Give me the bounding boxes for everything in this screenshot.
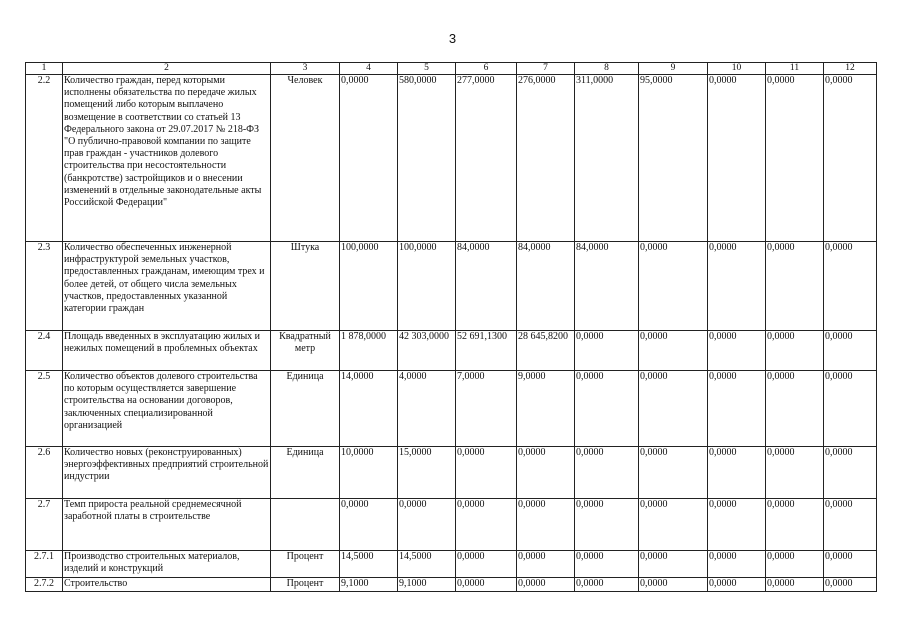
value-cell: 10,0000 <box>340 447 398 499</box>
value-cell: 0,0000 <box>766 75 824 242</box>
value-cell: 0,0000 <box>517 578 575 592</box>
column-header: 5 <box>398 63 456 75</box>
value-cell: 0,0000 <box>575 447 639 499</box>
table-row <box>26 331 877 371</box>
indicators-table <box>25 62 877 592</box>
row-number: 2.4 <box>26 331 63 371</box>
row-number: 2.7 <box>26 499 63 551</box>
value-cell: 100,0000 <box>398 242 456 331</box>
value-cell: 0,0000 <box>766 447 824 499</box>
value-cell: 0,0000 <box>639 551 708 578</box>
value-cell: 14,5000 <box>398 551 456 578</box>
value-cell: 28 645,8200 <box>517 331 575 371</box>
unit-of-measure: Квадратный метр <box>271 331 340 371</box>
value-cell: 84,0000 <box>575 242 639 331</box>
value-cell: 0,0000 <box>340 499 398 551</box>
column-header: 4 <box>340 63 398 75</box>
column-header: 7 <box>517 63 575 75</box>
table-row <box>26 499 877 551</box>
column-header: 2 <box>63 63 271 75</box>
value-cell: 0,0000 <box>575 371 639 447</box>
value-cell: 84,0000 <box>456 242 517 331</box>
value-cell: 14,5000 <box>340 551 398 578</box>
value-cell: 9,0000 <box>517 371 575 447</box>
unit-of-measure: Процент <box>271 551 340 578</box>
column-header: 11 <box>766 63 824 75</box>
value-cell: 7,0000 <box>456 371 517 447</box>
value-cell: 0,0000 <box>456 551 517 578</box>
value-cell: 0,0000 <box>639 578 708 592</box>
value-cell: 0,0000 <box>708 499 766 551</box>
value-cell: 0,0000 <box>824 242 877 331</box>
value-cell: 0,0000 <box>824 331 877 371</box>
value-cell: 15,0000 <box>398 447 456 499</box>
value-cell: 276,0000 <box>517 75 575 242</box>
value-cell: 100,0000 <box>340 242 398 331</box>
value-cell: 580,0000 <box>398 75 456 242</box>
indicator-name: Количество граждан, перед которыми исполнены обязательства по передаче жилых помещений либо которым выплачено возмещение в соответствии со статьей 13 Федерального закона от 29.07.2017 № 218-ФЗ "О публично-правовой компании по защите прав граждан - участников долевого строительства при несостоятельности (банкротстве) застройщиков и о внесении изменений в отдельные законодательные акты Российской Федерации" <box>63 75 271 242</box>
column-header: 8 <box>575 63 639 75</box>
value-cell: 0,0000 <box>639 499 708 551</box>
value-cell: 0,0000 <box>340 75 398 242</box>
value-cell: 0,0000 <box>824 447 877 499</box>
table-row <box>26 447 877 499</box>
value-cell: 0,0000 <box>708 242 766 331</box>
unit-of-measure: Единица <box>271 447 340 499</box>
value-cell: 0,0000 <box>456 499 517 551</box>
table-row <box>26 578 877 592</box>
value-cell: 0,0000 <box>766 499 824 551</box>
value-cell: 0,0000 <box>766 551 824 578</box>
value-cell: 0,0000 <box>824 75 877 242</box>
value-cell: 0,0000 <box>639 371 708 447</box>
value-cell: 0,0000 <box>708 447 766 499</box>
row-number: 2.7.2 <box>26 578 63 592</box>
value-cell: 0,0000 <box>766 331 824 371</box>
value-cell: 0,0000 <box>575 551 639 578</box>
value-cell: 0,0000 <box>766 371 824 447</box>
value-cell: 0,0000 <box>456 447 517 499</box>
value-cell: 0,0000 <box>824 371 877 447</box>
value-cell: 0,0000 <box>708 551 766 578</box>
row-number: 2.5 <box>26 371 63 447</box>
indicator-name: Производство строительных материалов, изделий и конструкций <box>63 551 271 578</box>
value-cell: 9,1000 <box>398 578 456 592</box>
row-number: 2.6 <box>26 447 63 499</box>
value-cell: 0,0000 <box>517 499 575 551</box>
table-row <box>26 371 877 447</box>
value-cell: 52 691,1300 <box>456 331 517 371</box>
table-header-row <box>26 63 877 75</box>
value-cell: 0,0000 <box>766 578 824 592</box>
column-header: 10 <box>708 63 766 75</box>
unit-of-measure: Единица <box>271 371 340 447</box>
value-cell: 42 303,0000 <box>398 331 456 371</box>
indicator-name: Количество объектов долевого строительства по которым осуществляется завершение строительства на основании договоров, заключенных специализированной организацией <box>63 371 271 447</box>
value-cell: 277,0000 <box>456 75 517 242</box>
indicator-name: Темп прироста реальной среднемесячной заработной платы в строительстве <box>63 499 271 551</box>
value-cell: 1 878,0000 <box>340 331 398 371</box>
value-cell: 0,0000 <box>398 499 456 551</box>
indicator-name: Площадь введенных в эксплуатацию жилых и нежилых помещений в проблемных объектах <box>63 331 271 371</box>
value-cell: 0,0000 <box>708 331 766 371</box>
value-cell: 0,0000 <box>639 447 708 499</box>
row-number: 2.3 <box>26 242 63 331</box>
value-cell: 9,1000 <box>340 578 398 592</box>
column-header: 12 <box>824 63 877 75</box>
column-header: 9 <box>639 63 708 75</box>
value-cell: 0,0000 <box>824 499 877 551</box>
value-cell: 0,0000 <box>708 75 766 242</box>
row-number: 2.7.1 <box>26 551 63 578</box>
value-cell: 0,0000 <box>517 551 575 578</box>
value-cell: 0,0000 <box>639 242 708 331</box>
value-cell: 0,0000 <box>575 331 639 371</box>
value-cell: 0,0000 <box>824 578 877 592</box>
table-row <box>26 242 877 331</box>
table-row <box>26 551 877 578</box>
value-cell: 95,0000 <box>639 75 708 242</box>
value-cell: 14,0000 <box>340 371 398 447</box>
indicator-name: Количество обеспеченных инженерной инфраструктурой земельных участков, предоставленных гражданам, имеющим трех и более детей, от общего числа земельных участков, предоставленных указанной категории граждан <box>63 242 271 331</box>
value-cell: 4,0000 <box>398 371 456 447</box>
row-number: 2.2 <box>26 75 63 242</box>
value-cell: 0,0000 <box>708 371 766 447</box>
column-header: 1 <box>26 63 63 75</box>
indicator-name: Строительство <box>63 578 271 592</box>
value-cell: 0,0000 <box>824 551 877 578</box>
indicator-name: Количество новых (реконструированных) энергоэффективных предприятий строительной индустрии <box>63 447 271 499</box>
value-cell: 0,0000 <box>766 242 824 331</box>
table-row <box>26 75 877 242</box>
value-cell: 0,0000 <box>708 578 766 592</box>
page-number: 3 <box>448 31 457 46</box>
column-header: 6 <box>456 63 517 75</box>
value-cell: 0,0000 <box>639 331 708 371</box>
unit-of-measure: Процент <box>271 578 340 592</box>
value-cell: 0,0000 <box>575 578 639 592</box>
value-cell: 0,0000 <box>456 578 517 592</box>
unit-of-measure <box>271 499 340 551</box>
unit-of-measure: Штука <box>271 242 340 331</box>
unit-of-measure: Человек <box>271 75 340 242</box>
value-cell: 0,0000 <box>517 447 575 499</box>
value-cell: 84,0000 <box>517 242 575 331</box>
column-header: 3 <box>271 63 340 75</box>
value-cell: 0,0000 <box>575 499 639 551</box>
value-cell: 311,0000 <box>575 75 639 242</box>
